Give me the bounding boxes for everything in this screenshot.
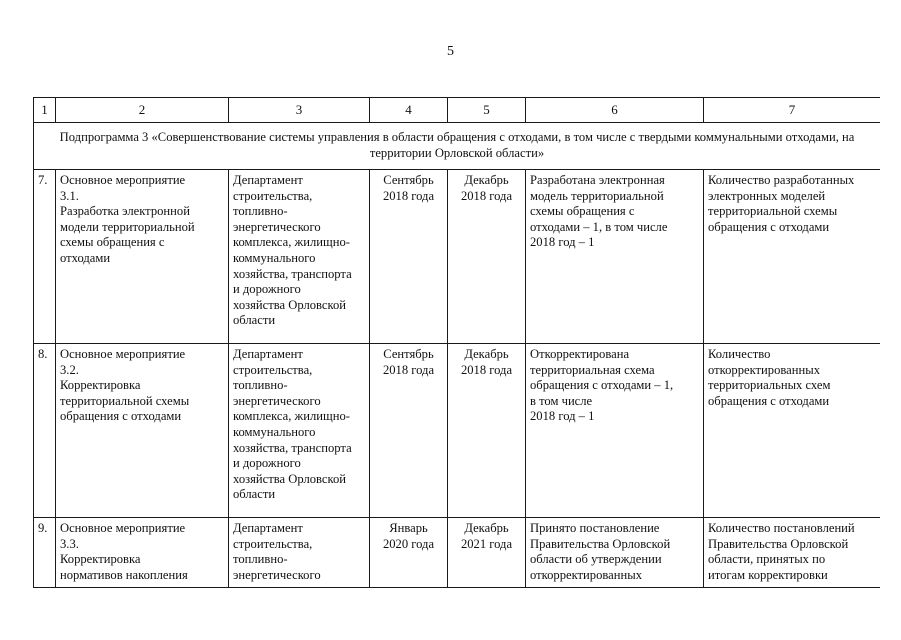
measure-cell: Основное мероприятие 3.2. Корректировка территориальной схемы обращения с отходами	[56, 344, 229, 518]
column-number: 2	[56, 98, 229, 123]
measure-cell: Основное мероприятие 3.1. Разработка электронной модели территориальной схемы обращения с отходами	[56, 170, 229, 344]
row-number: 9.	[34, 518, 56, 588]
column-number: 6	[526, 98, 704, 123]
table-row	[34, 518, 881, 588]
row-number: 8.	[34, 344, 56, 518]
result-cell: Разработана электронная модель территориальной схемы обращения с отходами – 1, в том числе 2018 год – 1	[526, 170, 704, 344]
result-cell: Откорректирована территориальная схема обращения с отходами – 1, в том числе 2018 год – 1	[526, 344, 704, 518]
start-date-cell: Сентябрь 2018 года	[370, 170, 448, 344]
result-cell: Принято постановление Правительства Орловской области об утверждении откорректированных	[526, 518, 704, 588]
indicator-cell: Количество откорректированных территориальных схем обращения с отходами	[704, 344, 881, 518]
column-number: 1	[34, 98, 56, 123]
subprogram-title: Подпрограмма 3 «Совершенствование системы управления в области обращения с отходами, в том числе с твердыми коммунальными отходами, на территории Орловской области»	[34, 123, 881, 170]
executor-cell: Департамент строительства, топливно- энергетического	[229, 518, 370, 588]
start-date-cell: Январь 2020 года	[370, 518, 448, 588]
program-measures-table	[33, 97, 880, 588]
row-number: 7.	[34, 170, 56, 344]
end-date-cell: Декабрь 2018 года	[448, 344, 526, 518]
executor-cell: Департамент строительства, топливно- энергетического комплекса, жилищно- коммунального хозяйства, транспорта и дорожного хозяйства Орловской области	[229, 344, 370, 518]
column-number: 4	[370, 98, 448, 123]
column-numbers-row	[34, 98, 881, 123]
document-table-container	[33, 97, 880, 591]
end-date-cell: Декабрь 2021 года	[448, 518, 526, 588]
measure-cell: Основное мероприятие 3.3. Корректировка нормативов накопления	[56, 518, 229, 588]
table-row	[34, 170, 881, 344]
column-number: 3	[229, 98, 370, 123]
executor-cell: Департамент строительства, топливно- энергетического комплекса, жилищно- коммунального хозяйства, транспорта и дорожного хозяйства Орловской области	[229, 170, 370, 344]
end-date-cell: Декабрь 2018 года	[448, 170, 526, 344]
column-number: 7	[704, 98, 881, 123]
indicator-cell: Количество постановлений Правительства Орловской области, принятых по итогам корректировки	[704, 518, 881, 588]
page-number: 5	[447, 44, 454, 59]
indicator-cell: Количество разработанных электронных моделей территориальной схемы обращения с отходами	[704, 170, 881, 344]
start-date-cell: Сентябрь 2018 года	[370, 344, 448, 518]
table-row	[34, 344, 881, 518]
column-number: 5	[448, 98, 526, 123]
subprogram-title-row	[34, 123, 881, 170]
